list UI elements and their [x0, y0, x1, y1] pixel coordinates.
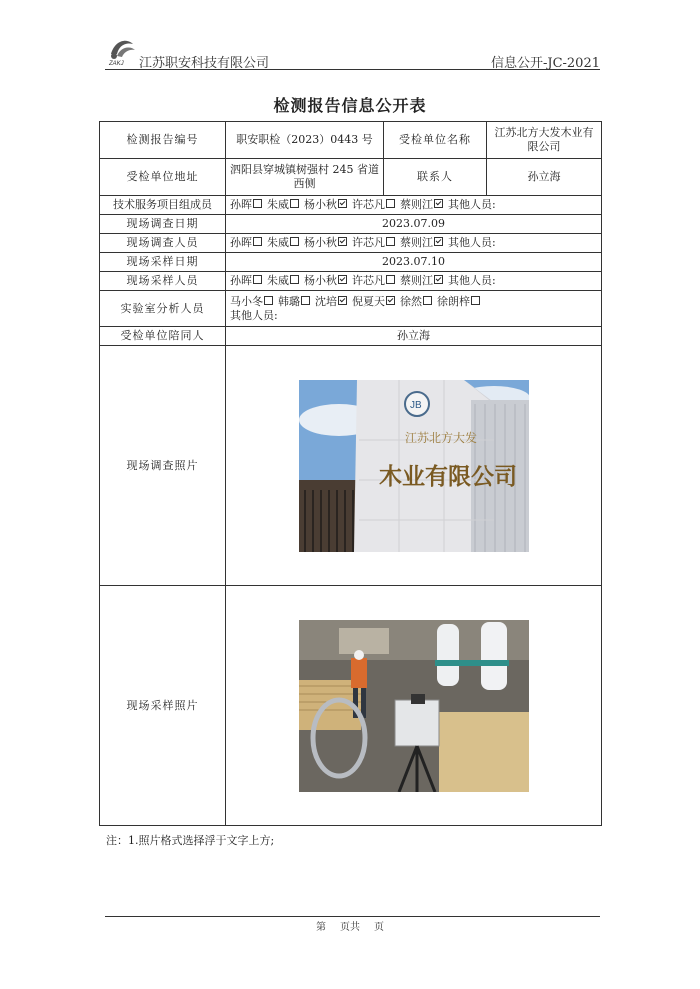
page-footer: [0, 918, 700, 933]
unchecked-box-icon: [290, 199, 299, 208]
table-row: [100, 159, 602, 196]
unchecked-box-icon: [471, 296, 480, 305]
sampling-date-value: 2023.07.10: [226, 253, 602, 272]
unchecked-box-icon: [386, 199, 395, 208]
person-name: 杨小秋: [304, 274, 337, 287]
table-row: [100, 291, 602, 327]
person-name: 孙晖: [230, 198, 252, 211]
svg-text:ZAKJ: ZAKJ: [109, 61, 124, 67]
report-no-label: 检测报告编号: [100, 122, 226, 159]
page-title: 检测报告信息公开表: [273, 96, 427, 115]
person-name: 杨小秋: [304, 198, 337, 211]
svg-text:JB: JB: [409, 399, 422, 411]
document-number: 信息公开-JC-2021: [490, 56, 600, 71]
person-name: 朱威: [267, 274, 289, 287]
sign-line-2: 木业有限公司: [378, 462, 517, 490]
lab-list: [226, 291, 602, 327]
page-header: [105, 34, 600, 72]
unchecked-box-icon: [386, 275, 395, 284]
address-label: 受检单位地址: [100, 159, 226, 196]
tech-team-list: [226, 196, 602, 215]
footnote: 注：1.照片格式选择浮于文字上方;: [106, 834, 275, 847]
footer-divider: [105, 916, 600, 917]
surveyors-list: [226, 234, 602, 253]
table-row: [100, 272, 602, 291]
table-row: [100, 253, 602, 272]
sampling-photo: [299, 620, 529, 792]
survey-photo-label: 现场调查照片: [100, 346, 226, 586]
unchecked-box-icon: [290, 237, 299, 246]
checked-box-icon: [434, 275, 443, 284]
person-name: 许芯凡: [352, 236, 385, 249]
person-name: 蔡则江: [400, 274, 433, 287]
survey-date-value: 2023.07.09: [226, 215, 602, 234]
checked-box-icon: [338, 296, 347, 305]
table-row: [100, 327, 602, 346]
samplers-list: [226, 272, 602, 291]
checked-box-icon: [338, 237, 347, 246]
person-name: 徐然: [400, 294, 422, 308]
checked-box-icon: [338, 275, 347, 284]
unchecked-box-icon: [253, 199, 262, 208]
checked-box-icon: [386, 296, 395, 305]
person-name: 蔡则江: [400, 236, 433, 249]
person-name: 蔡则江: [400, 198, 433, 211]
unit-name-label: 受检单位名称: [384, 122, 487, 159]
lab-label: 实验室分析人员: [100, 291, 226, 327]
person-name: 朱威: [267, 236, 289, 249]
checked-box-icon: [434, 237, 443, 246]
person-name: 朱威: [267, 198, 289, 211]
footer-text-3: 页: [374, 922, 384, 933]
person-name: 徐朗梓: [437, 294, 470, 308]
person-name: 马小冬: [230, 294, 263, 308]
unchecked-box-icon: [301, 296, 310, 305]
survey-photo: [299, 380, 529, 552]
sampling-date-label: 现场采样日期: [100, 253, 226, 272]
unit-name-value: 江苏北方大发木业有限公司: [487, 122, 602, 159]
unchecked-box-icon: [386, 237, 395, 246]
unchecked-box-icon: [290, 275, 299, 284]
footer-text-2: 页共: [340, 922, 360, 933]
footer-text-1: 第: [316, 922, 326, 933]
table-row: [100, 196, 602, 215]
others-label: 其他人员:: [448, 274, 496, 287]
unchecked-box-icon: [264, 296, 273, 305]
table-row: [100, 122, 602, 159]
table-row: [100, 346, 602, 586]
address-value: 泗阳县穿城镇树强村 245 省道西侧: [226, 159, 384, 196]
checked-box-icon: [434, 199, 443, 208]
person-name: 沈培: [315, 294, 337, 308]
report-info-table: [99, 121, 602, 826]
company-name: 江苏职安科技有限公司: [139, 56, 270, 71]
checked-box-icon: [338, 199, 347, 208]
survey-photo-cell: [226, 346, 602, 586]
header-divider: [105, 69, 600, 70]
table-row: [100, 215, 602, 234]
unchecked-box-icon: [253, 275, 262, 284]
person-name: 倪夏天: [352, 294, 385, 308]
tech-team-label: 技术服务项目组成员: [100, 196, 226, 215]
person-name: 孙晖: [230, 274, 252, 287]
sign-line-1: 江苏北方大发: [404, 430, 477, 445]
contact-label: 联系人: [384, 159, 487, 196]
unchecked-box-icon: [423, 296, 432, 305]
table-row: [100, 234, 602, 253]
person-name: 许芯凡: [352, 198, 385, 211]
surveyors-label: 现场调查人员: [100, 234, 226, 253]
sampling-photo-cell: [226, 586, 602, 826]
table-row: [100, 586, 602, 826]
person-name: 孙晖: [230, 236, 252, 249]
person-name: 韩璐: [278, 294, 300, 308]
survey-date-label: 现场调查日期: [100, 215, 226, 234]
person-name: 许芯凡: [352, 274, 385, 287]
others-label: 其他人员:: [230, 308, 278, 322]
escort-value: 孙立海: [226, 327, 602, 346]
escort-label: 受检单位陪同人: [100, 327, 226, 346]
contact-value: 孙立海: [487, 159, 602, 196]
report-no-value: 职安职检（2023）0443 号: [226, 122, 384, 159]
sampling-photo-label: 现场采样照片: [100, 586, 226, 826]
person-name: 杨小秋: [304, 236, 337, 249]
unchecked-box-icon: [253, 237, 262, 246]
others-label: 其他人员:: [448, 236, 496, 249]
company-logo: [105, 34, 139, 68]
samplers-label: 现场采样人员: [100, 272, 226, 291]
others-label: 其他人员:: [448, 198, 496, 211]
